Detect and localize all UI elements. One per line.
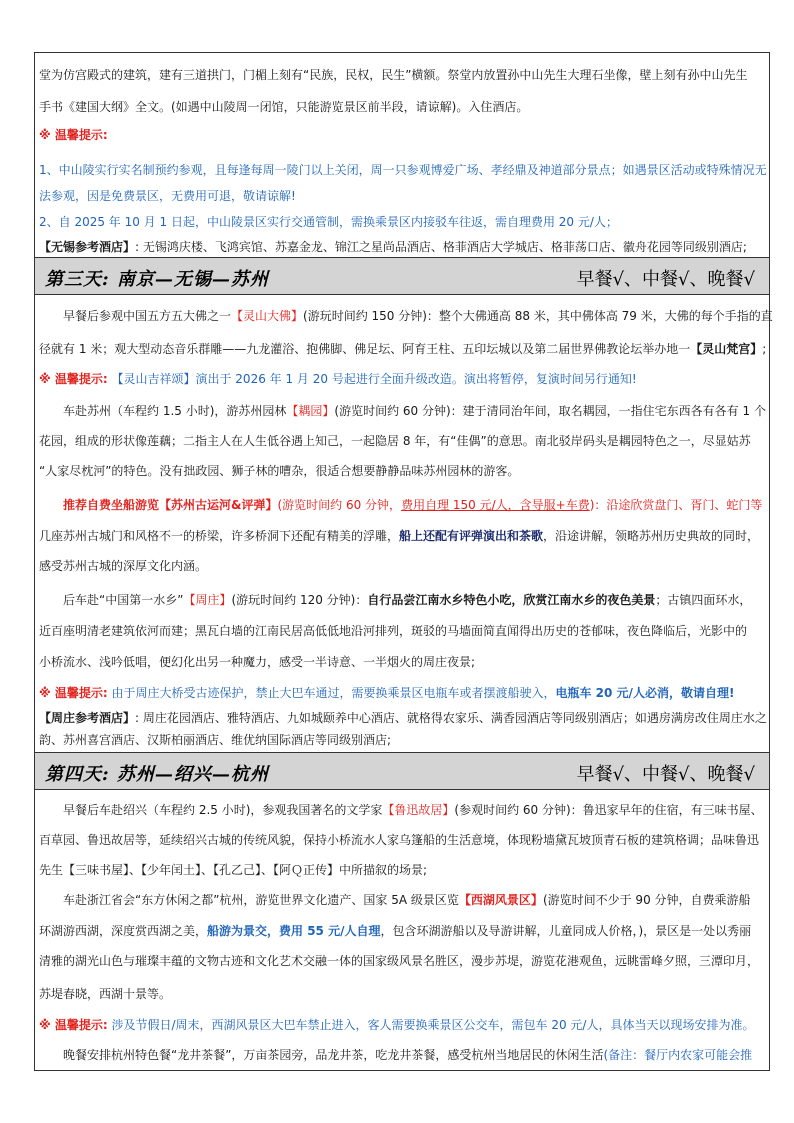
text-line (39, 920, 767, 942)
text-line: 花园，组成的形状像莲藕；二指主人在人生低谷遇上知己，一起隐居 8 年，有“佳偶”的意思。南北驳岸码头是耦园特色之一，尽显姑苏 (39, 434, 751, 448)
hotel-label: 【周庄参考酒店】 (39, 711, 136, 725)
attraction-name: 【西湖风景区】 (458, 893, 543, 907)
text-line: 手书《建国大纲》全文。(如遇中山陵周一闭馆，只能游览景区前半段，请谅解)。入住酒店。 (39, 100, 529, 114)
highlight: 船上还配有评弹演出和茶歌 (399, 529, 544, 543)
span: 早餐后参观中国五方五大佛之一 (63, 309, 232, 323)
tip-line: 法参观，因是免费景区，无费用可退，敬请谅解! (39, 189, 296, 203)
text-line (39, 305, 791, 327)
attraction-name: 【鲁迅故居】 (382, 803, 455, 817)
span: 早餐后车赴绍兴（车程约 2.5 小时)，参观我国著名的文学家 (63, 803, 383, 817)
span: 几座苏州古城门和风格不一的桥梁，许多桥洞下还配有精美的浮雕， (39, 529, 400, 543)
span: ；古镇四面环水， (655, 593, 752, 607)
text-line (39, 494, 791, 516)
span: (游览时间约 60 分钟， (277, 498, 402, 512)
tip-line (39, 1014, 767, 1036)
span: (游玩时间约 120 分钟)： (231, 593, 368, 607)
hotel-line: 韵、苏州喜宫酒店、汉斯柏丽酒店、维优纳国际酒店等同级别酒店; (39, 733, 392, 747)
text-line: 苏堤春晓，西湖十景等。 (39, 987, 172, 1001)
span: (参观时间约 60 分钟)：鲁迅家早年的住宿，有三味书屋、 (454, 803, 763, 817)
span: 环湖游西湖，深度赏西湖之美， (39, 924, 208, 938)
span: )：沿途欣赏盘门、胥门、蛇门等 (589, 498, 763, 512)
hotel-text: : 无锡鸿庆楼、飞鸿宾馆、苏嘉金龙、锦江之星尚品酒店、格菲酒店大学城店、格菲荡口店、徽舟花园等同级别酒店; (135, 240, 747, 254)
text-line: “人家尽枕河”的特色。没有拙政园、狮子林的嘈杂，很适合想要静静品味苏州园林的游客。 (39, 464, 520, 478)
span: 径就有 1 米；观大型动态音乐群雕——九龙灌浴、抱佛脚、佛足坛、阿育王柱、五印坛城以及第二届世界佛教论坛举办地一 (39, 342, 691, 356)
text-line: 感受苏州古城的深厚文化内涵。 (39, 559, 208, 573)
tip-text: 涉及节假日/周末，西湖风景区大巴车禁止进入，客人需要换乘景区公交车，需包车 20 元/人，具体当天以现场安排为准。 (111, 1018, 755, 1032)
attraction-name: 【灵山梵宫】 (690, 342, 763, 356)
text-line (39, 1044, 791, 1066)
price-note: 费用自理 150 元/人，含导服+车费 (401, 498, 590, 512)
text-line: 堂为仿宫殿式的建筑，建有三道拱门，门楣上刻有“民族，民权，民生”横额。祭堂内放置孙中山先生大理石坐像，壁上刻有孙中山先生 (39, 68, 748, 82)
optional-tour: 推荐自费坐船游览【苏州古运河&评弹】 (63, 498, 278, 512)
text-line: 先生【三味书屋】、【少年闰土】、【孔乙己】、【阿Ｑ正传】中所描叙的场景; (39, 863, 428, 877)
text-line (39, 589, 791, 611)
note: (备注：餐厅内农家可能会推 (603, 1048, 753, 1062)
span: 后车赴“中国第一水乡” (63, 593, 184, 607)
text-line: 近百座明清老建筑依河而建；黑瓦白墙的江南民居高低低地沿河排列，斑驳的马墙面简直闻得出历史的苍郁味，夜色降临后，光影中的 (39, 624, 748, 638)
tip-highlight: 电瓶车 20 元/人必消，敬请自理! (555, 686, 735, 700)
hotel-label: 【无锡参考酒店】 (39, 240, 136, 254)
text-line (39, 338, 767, 360)
attraction-name: 【耦园】 (286, 404, 335, 418)
text-line: 百草园、鲁迅故居等，延续绍兴古城的传统风貌，保持小桥流水人家乌篷船的生活意境，体现粉墙黛瓦坡顶青石板的建筑格调；品味鲁迅 (39, 833, 760, 847)
tip-label: ※ 温馨提示: (39, 686, 108, 700)
text-line (39, 889, 791, 911)
hotel-line (39, 236, 767, 258)
text-line: 清雅的湖光山色与璀璨丰蕴的文物古迹和文化艺术交融一体的国家级风景名胜区，漫步苏堤，游览花港观鱼，远眺雷峰夕照，三潭印月， (39, 954, 760, 968)
span: 车赴浙江省会“东方休闲之都”杭州，游览世界文化遗产、国家 5A 级景区览 (63, 893, 459, 907)
attraction-name: 【周庄】 (183, 593, 232, 607)
text-line (39, 525, 767, 547)
text-line: 小桥流水、浅吟低唱，便幻化出另一种魔力，感受一半诗意、一半烟火的周庄夜景; (39, 655, 476, 669)
price-note: 船游为景交，费用 55 元/人自理 (207, 924, 381, 938)
day4-header (35, 752, 769, 790)
span: 车赴苏州（车程约 1.5 小时)，游苏州园林 (63, 404, 287, 418)
tip-label: ※ 温馨提示: (39, 128, 108, 142)
span: ，包含环湖游船以及导游讲解，儿童同成人价格，)，景区是一处以秀丽 (380, 924, 752, 938)
hotel-text: : 周庄花园酒店、雅特酒店、九如城颐养中心酒店、就格得农家乐、满香园酒店等同级别酒店；如遇房满房改住周庄水之 (135, 711, 767, 725)
day3-title: 第三天: 南京—无锡—苏州 (45, 269, 269, 290)
text-line (39, 799, 791, 821)
span: 晚餐安排杭州特色餐“龙井茶餐”，万亩茶园旁，品龙井茶，吃龙井茶餐，感受杭州当地居民的休闲生活 (63, 1048, 604, 1062)
tip-line (39, 682, 767, 704)
span: (游览时间不少于 90 分钟，自费乘游船 (542, 893, 751, 907)
tip-line: 1、中山陵实行实名制预约参观，且每逢每周一陵门以上关闭，周一只参观博爱广场、孝经鼎及神道部分景点；如遇景区活动或特殊情况无 (39, 163, 767, 177)
attraction-name: 【灵山大佛】 (231, 309, 304, 323)
span: ; (762, 342, 767, 356)
span: (游览时间约 60 分钟)：建于清同治年间，取名耦园，一指住宅东西各有各有 1 个 (334, 404, 766, 418)
tip-line: 2、自 2025 年 10 月 1 日起，中山陵景区实行交通管制，需换乘景区内接驳车往返，需自理费用 20 元/人； (39, 215, 618, 229)
day4-meals: 早餐√、中餐√、晚餐√ (576, 764, 755, 785)
highlight: 自行品尝江南水乡特色小吃，欣赏江南水乡的夜色美景 (367, 593, 656, 607)
span: ，沿途讲解，领略苏州历史典故的同时， (543, 529, 760, 543)
tip-label: ※ 温馨提示: (39, 372, 108, 386)
day4-title: 第四天: 苏州—绍兴—杭州 (45, 764, 269, 785)
span: (游玩时间约 150 分钟)：整个大佛通高 88 米，其中佛体高 79 米，大佛的每个手指的直 (303, 309, 773, 323)
day3-header (35, 257, 769, 295)
day3-meals: 早餐√、中餐√、晚餐√ (576, 269, 755, 290)
tip-line (39, 368, 767, 390)
tip-text: 由于周庄大桥受古迹保护，禁止大巴车通过，需要换乘景区电瓶车或者摆渡船驶入， (111, 686, 556, 700)
tip-label: ※ 温馨提示: (39, 1018, 108, 1032)
text-line (39, 400, 791, 422)
hotel-line (39, 707, 767, 729)
tip-text: 【灵山吉祥颂】演出于 2026 年 1 月 20 号起进行全面升级改造。演出将暂停，复演时间另行通知! (111, 372, 637, 386)
